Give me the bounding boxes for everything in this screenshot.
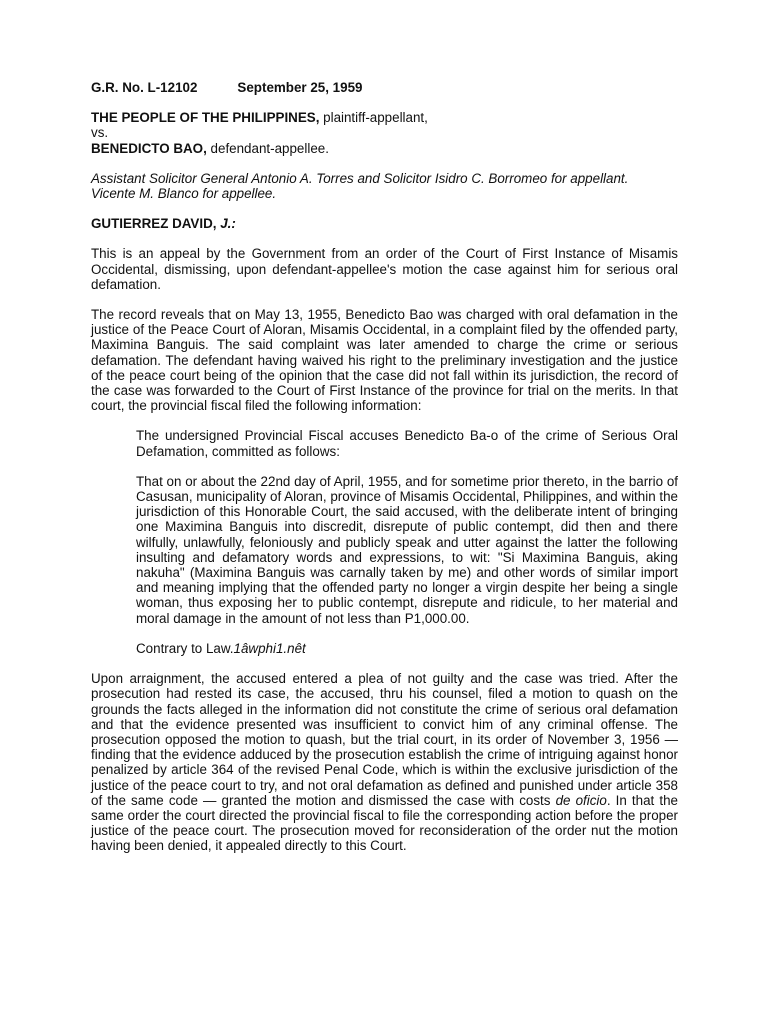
decision-date: September 25, 1959 xyxy=(237,80,363,95)
counsel-appellee: Vicente M. Blanco for appellee. xyxy=(91,186,277,202)
defendant-role: defendant-appellee. xyxy=(206,140,329,156)
counsel-block xyxy=(91,171,678,201)
case-header xyxy=(91,80,678,95)
paragraph-2: The record reveals that on May 13, 1955, Benedicto Bao was charged with oral defamation in the justice of the Peace Court of Aloran, Misamis Occidental, in a complaint filed by the offended party, Maximina Banguis. The said complaint was later amended to charge the crime or serious defamation. The defendant having waived his right to the preliminary investigation and the justice of the peace court being of the opinion that the case did not fall within its jurisdiction, the record of the case was forwarded to the Court of First Instance of the province for trial on the merits. In that court, the provincial fiscal filed the following information: xyxy=(91,307,678,414)
paragraph-3-part-b: . In that the same order the court directed the provincial fiscal to file the corresponding action before the proper justice of the peace court. The prosecution moved for reconsideration of the order nut the motion having been denied, it appealed directly to this Court. xyxy=(91,792,678,854)
gr-number: G.R. No. L-12102 xyxy=(91,80,198,95)
ponente-name: GUTIERREZ DAVID, xyxy=(91,216,217,232)
decision-text xyxy=(91,80,678,869)
contrary-to-law: Contrary to Law. xyxy=(136,640,234,656)
plaintiff-line xyxy=(91,110,678,125)
plaintiff-name: THE PEOPLE OF THE PHILIPPINES, xyxy=(91,110,320,126)
ponente-title: J.: xyxy=(216,216,236,232)
ponente xyxy=(91,216,678,231)
defendant-line xyxy=(91,141,678,156)
quote-paragraph-2: That on or about the 22nd day of April, 1955, and for sometime prior thereto, in the barrio of Casusan, municipality of Aloran, province of Misamis Occidental, Philippines, and within the jurisdiction of this Honorable Court, the said accused, with the deliberate intent of bringing one Maximina Banguis into discredit, disrepute of public contempt, did then and there wilfully, unlawfully, feloniously and publicly speak and utter against the latter the following insulting and defamatory words and expressions, to wit: "Si Maximina Banguis, aking nakuha" (Maximina Banguis was carnally taken by me) and other words of similar import and meaning implying that the offended party no longer a virgin despite her being a single woman, thus exposing her to public contempt, disrepute and ridicule, to her material and moral damage in the amount of not less than P1,000.00. xyxy=(136,473,678,626)
paragraph-1: This is an appeal by the Government from an order of the Court of First Instance of Misamis Occidental, dismissing, upon defendant-appellee's motion the case against him for serious oral defamation. xyxy=(91,246,678,292)
paragraph-3-part-a: Upon arraignment, the accused entered a plea of not guilty and the case was tried. After the prosecution had rested its case, the accused, thru his counsel, filed a motion to quash on the grounds the facts alleged in the information did not constitute the crime of serious oral defamation and that the evidence presented was insufficient to convict him of any criminal offense. The prosecution opposed the motion to quash, but the trial court, in its order of November 3, 1956 — finding that the evidence adduced by the prosecution establish the crime of intriguing against honor penalized by article 364 of the revised Penal Code, which is within the exclusive jurisdiction of the justice of the peace court to try, and not oral defamation as defined and punished under article 358 of the same code — granted the motion and dismissed the case with costs xyxy=(91,671,678,808)
quote-paragraph-1: The undersigned Provincial Fiscal accuses Benedicto Ba-o of the crime of Serious Oral Defamation, committed as follows: xyxy=(136,428,678,459)
case-parties xyxy=(91,110,678,156)
quote-paragraph-3 xyxy=(136,641,678,656)
de-oficio: de oficio xyxy=(555,792,607,808)
defendant-name: BENEDICTO BAO, xyxy=(91,140,207,156)
paragraph-3 xyxy=(91,671,678,853)
counsel-appellant: Assistant Solicitor General Antonio A. Torres and Solicitor Isidro C. Borromeo for appellant. xyxy=(91,170,629,186)
plaintiff-role: plaintiff-appellant, xyxy=(319,110,428,126)
versus: vs. xyxy=(91,125,109,141)
watermark-text: 1âwphi1.nêt xyxy=(233,640,306,656)
